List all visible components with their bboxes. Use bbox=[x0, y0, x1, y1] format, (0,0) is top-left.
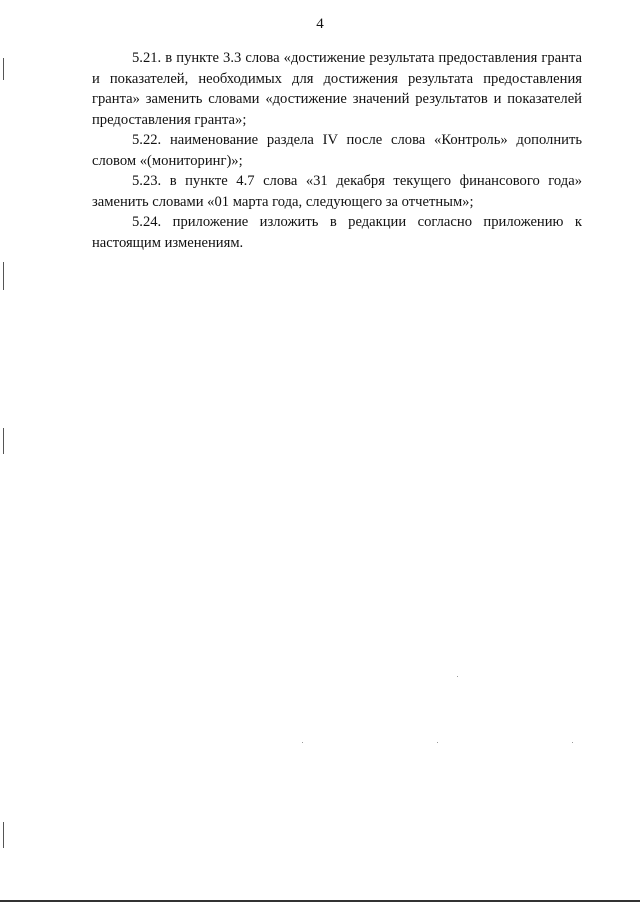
scan-edge-mark bbox=[3, 58, 4, 80]
page-number: 4 bbox=[316, 16, 324, 32]
scan-speck bbox=[457, 676, 458, 677]
scan-speck bbox=[302, 742, 303, 743]
paragraph-5-22: 5.22. наименование раздела IV после слова «Контроль» дополнить словом «(мониторинг)»; bbox=[92, 132, 582, 169]
scan-edge-mark bbox=[3, 262, 4, 290]
scan-bottom-edge bbox=[0, 900, 640, 902]
paragraph-5-23: 5.23. в пункте 4.7 слова «31 декабря текущего финансового года» заменить словами «01 марта года, следующего за отчетным»; bbox=[92, 173, 582, 210]
paragraph-5-24: 5.24. приложение изложить в редакции согласно приложению к настоящим изменениям. bbox=[92, 214, 582, 251]
scan-speck bbox=[437, 742, 438, 743]
paragraph-5-21: 5.21. в пункте 3.3 слова «достижение результата предоставления гранта и показателей, необходимых для достижения результата предоставления гранта» заменить словами «достижение значений результатов и показателей предоставления гранта»; bbox=[92, 50, 582, 128]
scan-edge-mark bbox=[3, 822, 4, 848]
scan-speck bbox=[572, 742, 573, 743]
scan-edge-mark bbox=[3, 428, 4, 454]
document-body bbox=[92, 48, 582, 253]
